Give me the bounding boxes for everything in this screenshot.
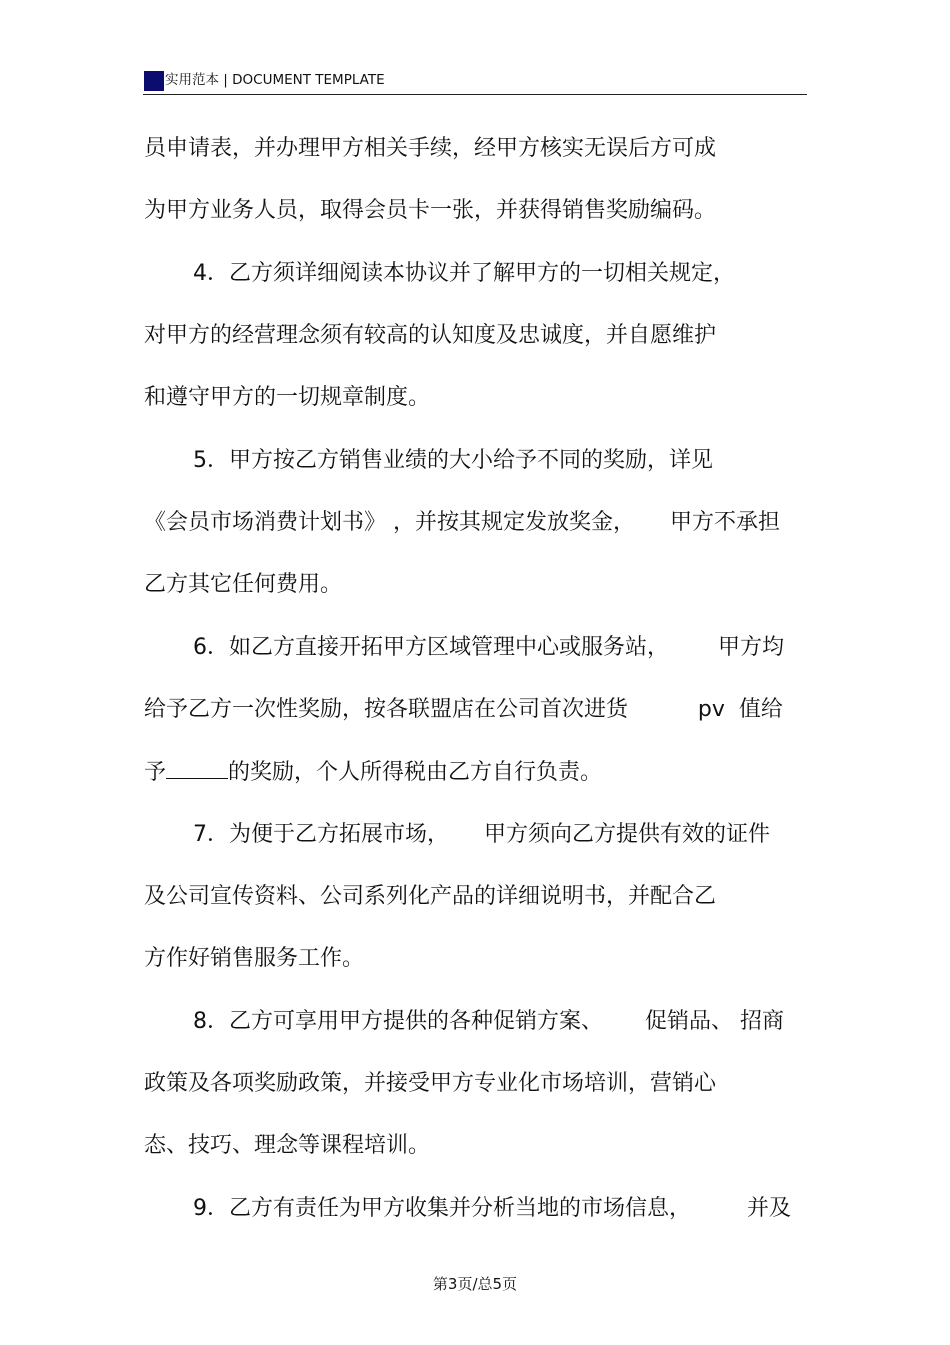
text-line: 对甲方的经营理念须有较高的认知度及忠诚度，并自愿维护 bbox=[144, 323, 717, 348]
text-line: 及公司宣传资料、公司系列化产品的详细说明书，并配合乙 bbox=[144, 884, 717, 909]
text-line: 为甲方业务人员，取得会员卡一张，并获得销售奖励编码。 bbox=[144, 198, 717, 223]
text-line: 《会员市场消费计划书》 ，并按其规定发放奖金， 甲方不承担 bbox=[144, 510, 780, 535]
text-fragment: 的奖励，个人所得税由乙方自行负责。 bbox=[228, 760, 603, 785]
text-line: 政策及各项奖励政策，并接受甲方专业化市场培训，营销心 bbox=[144, 1071, 717, 1096]
fill-in-blank bbox=[166, 759, 228, 779]
text-line: 态、技巧、理念等课程培训。 bbox=[144, 1133, 431, 1158]
text-line: 9．乙方有责任为甲方收集并分析当地的市场信息， 并及 bbox=[193, 1196, 791, 1221]
text-line: 员申请表，并办理甲方相关手续，经甲方核实无误后方可成 bbox=[144, 136, 717, 161]
text-fragment: 予 bbox=[144, 760, 167, 785]
text-line: 4．乙方须详细阅读本协议并了解甲方的一切相关规定， bbox=[193, 261, 735, 286]
text-line: 5．甲方按乙方销售业绩的大小给予不同的奖励，详见 bbox=[193, 448, 713, 473]
text-line: 方作好销售服务工作。 bbox=[144, 946, 365, 971]
text-line: 乙方其它任何费用。 bbox=[144, 572, 343, 597]
page-header bbox=[143, 68, 807, 95]
text-line: 7．为便于乙方拓展市场， 甲方须向乙方提供有效的证件 bbox=[193, 822, 770, 847]
page-number: 第3页/总5页 bbox=[432, 1275, 518, 1293]
text-line-with-blank bbox=[144, 759, 602, 786]
text-line: 6．如乙方直接开拓甲方区域管理中心或服务站， 甲方均 bbox=[193, 635, 784, 660]
header-title: 实用范本 | DOCUMENT TEMPLATE bbox=[165, 72, 385, 88]
text-line: 给予乙方一次性奖励，按各联盟店在公司首次进货 pv 值给 bbox=[144, 697, 783, 722]
header-logo-square bbox=[144, 71, 164, 91]
text-line: 和遵守甲方的一切规章制度。 bbox=[144, 385, 431, 410]
text-line: 8．乙方可享用甲方提供的各种促销方案、 促销品、 招商 bbox=[193, 1009, 784, 1034]
